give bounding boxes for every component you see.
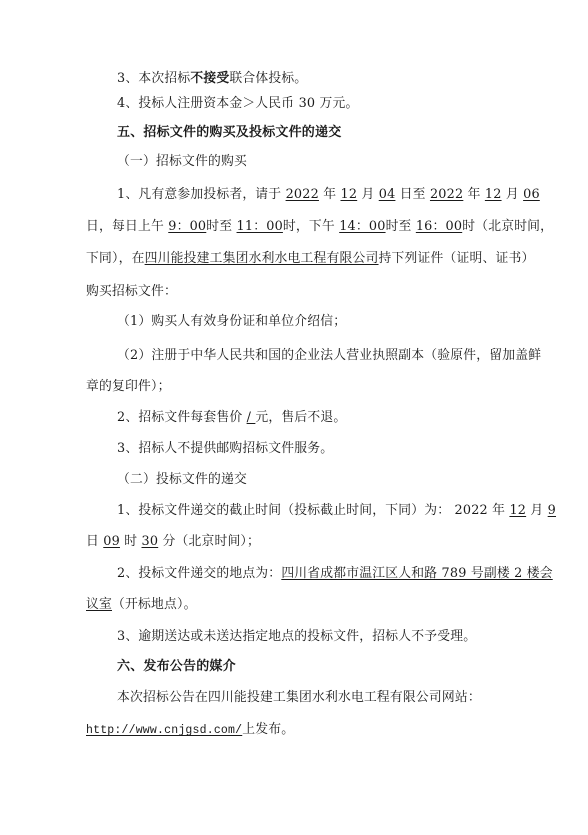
text-line	[86, 533, 260, 551]
underlined-value: 四川省成都市温江区人和路 789 号副楼 2 楼会	[281, 566, 553, 581]
website-url: http://www.cnjgsd.com/	[86, 724, 243, 737]
text-line	[117, 70, 307, 88]
text-run: 购买招标文件：	[86, 284, 177, 299]
underlined-value: 06	[523, 187, 540, 202]
section-heading	[117, 658, 236, 676]
text-run: 3、逾期送达或未送达指定地点的投标文件，招标人不予受理。	[117, 629, 477, 644]
text-run: 月	[526, 503, 548, 518]
text-run: （1）购买人有效身份证和单位介绍信；	[117, 314, 347, 329]
text-line	[86, 218, 553, 236]
text-run: 时至	[385, 219, 416, 234]
underlined-value: 议室	[86, 597, 112, 612]
text-line	[117, 95, 359, 113]
text-run: 1、凡有意参加投标者，请于	[117, 187, 286, 202]
text-line	[117, 565, 553, 583]
underlined-value: 2022	[429, 187, 464, 202]
underlined-value: 12	[509, 503, 527, 518]
text-line	[117, 409, 346, 427]
underlined-value: 09	[103, 534, 120, 549]
text-run: 持下列证件（证明、证书）	[378, 251, 535, 266]
text-run: 日至	[395, 187, 430, 202]
section-heading	[117, 124, 341, 142]
underlined-value: 四川能投建工集团水利水电工程有限公司	[144, 251, 379, 266]
underlined-value: 12	[340, 187, 358, 202]
text-run: （一）招标文件的购买	[117, 154, 247, 169]
underlined-value: 2022	[285, 187, 319, 202]
text-run: 元，售后不退。	[255, 410, 347, 425]
text-run: 年	[318, 187, 341, 202]
text-run: 不接受	[190, 71, 230, 86]
text-run: （2）注册于中华人民共和国的企业法人营业执照副本（验原件，留加盖鲜	[117, 348, 542, 363]
text-run: 上发布。	[242, 722, 295, 737]
text-run: 联合体投标。	[229, 71, 308, 86]
text-run: 4、投标人注册资本金＞人民币 30 万元。	[117, 96, 359, 111]
text-line	[117, 186, 540, 204]
text-run: 年	[463, 187, 485, 202]
text-line	[86, 283, 177, 301]
underlined-value: /	[246, 410, 256, 425]
text-line	[117, 440, 333, 458]
text-run: 月	[357, 187, 379, 202]
text-run: （开标地点）。	[112, 597, 197, 612]
text-line	[117, 313, 346, 331]
text-run: 六、发布公告的媒介	[117, 659, 236, 674]
text-run: 下同），在	[86, 251, 145, 266]
text-run: （二）投标文件的递交	[117, 472, 247, 487]
underlined-value: 04	[378, 187, 396, 202]
text-run: 本次招标公告在四川能投建工集团水利水电工程有限公司网站：	[117, 690, 481, 705]
text-line	[117, 471, 247, 489]
text-line	[117, 628, 476, 646]
text-run: 2、招标文件每套售价	[117, 410, 247, 425]
text-line	[86, 721, 294, 740]
text-line	[86, 596, 197, 614]
text-run: 五、招标文件的购买及投标文件的递交	[117, 125, 342, 140]
text-line	[117, 153, 247, 171]
text-run: 日	[86, 534, 104, 549]
text-run: 月	[501, 187, 524, 202]
text-run: 时至	[206, 219, 237, 234]
text-run: 1、投标文件递交的截止时间（投标截止时间，下同）为： 2022 年	[117, 503, 510, 518]
underlined-value: 11：00	[236, 219, 283, 234]
text-run: 时（北京时间，	[462, 219, 554, 234]
underlined-value: 30	[141, 534, 159, 549]
text-line	[117, 502, 556, 520]
text-line	[86, 250, 535, 268]
text-line	[117, 347, 541, 365]
underlined-value: 9：00	[168, 219, 207, 234]
underlined-value: 12	[484, 187, 502, 202]
text-run: 3、本次招标	[117, 71, 191, 86]
text-run: 分（北京时间）；	[158, 534, 261, 549]
text-run: 3、招标人不提供邮购招标文件服务。	[117, 441, 334, 456]
underlined-value: 14：00	[339, 219, 386, 234]
underlined-value: 9	[547, 503, 557, 518]
text-run: 时，下午	[282, 219, 340, 234]
text-run: 2、投标文件递交的地点为：	[117, 566, 282, 581]
text-run: 日，每日上午	[86, 219, 169, 234]
text-run: 章的复印件）；	[86, 379, 171, 394]
text-line	[117, 689, 481, 707]
underlined-value: 16：00	[415, 219, 463, 234]
text-line	[86, 378, 171, 396]
text-run: 时	[119, 534, 142, 549]
